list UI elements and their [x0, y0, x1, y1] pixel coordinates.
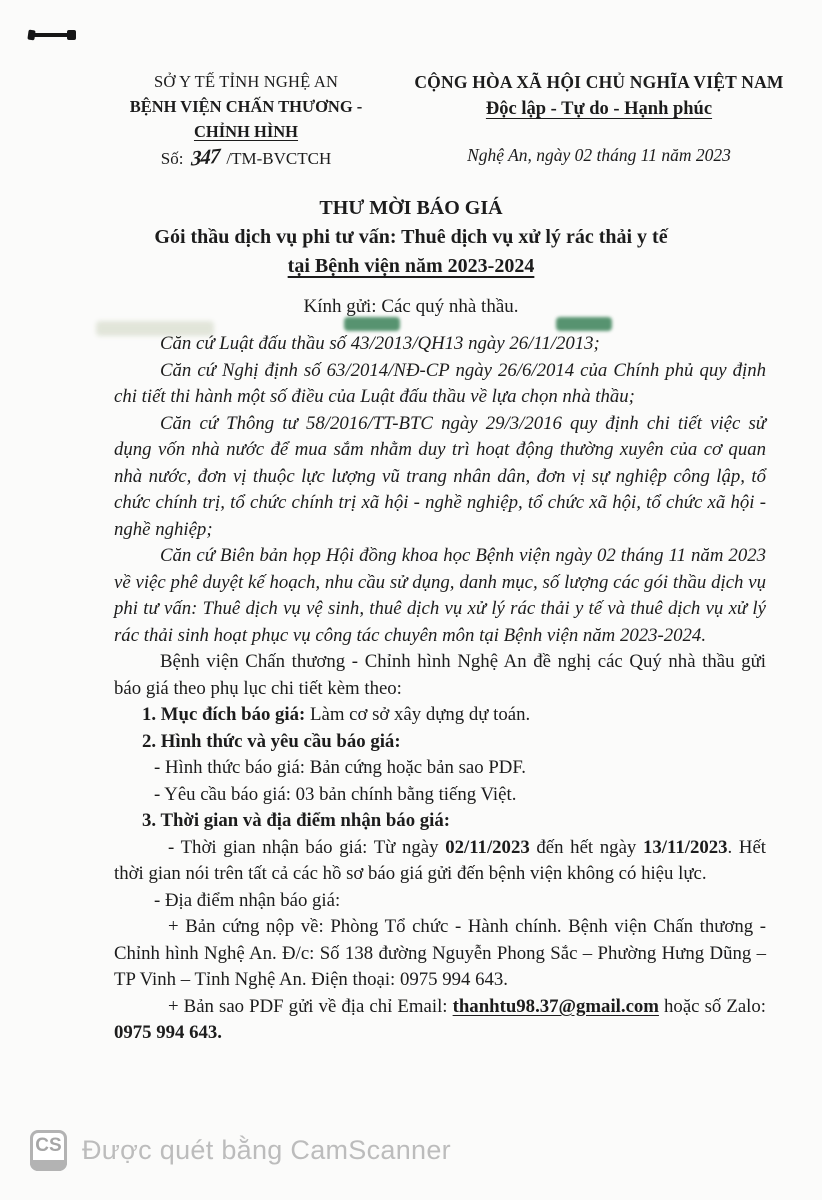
highlight-smudge-right — [556, 317, 612, 331]
dateline: Nghệ An, ngày 02 tháng 11 năm 2023 — [467, 145, 731, 165]
recital-paragraph-3: Căn cứ Thông tư 58/2016/TT-BTC ngày 29/3/2016 quy định chi tiết việc sử dụng vốn nhà nước để mua sắm nhằm duy trì hoạt động thường xuyên của cơ quan nhà nước, đơn vị thuộc lực lượng vũ trang nhân dân, đơn vị sự nghiệp công lập, tổ chức chính trị, tổ chức chính trị xã hội - nghề nghiệp, tổ chức xã hội, tổ chức xã hội - nghề nghiệp; — [114, 412, 766, 540]
national-header-block — [394, 69, 804, 171]
recital-paragraph-1: Căn cứ Luật đấu thầu số 43/2013/QH13 ngày 26/11/2013; — [160, 333, 600, 354]
pdf-paragraph — [114, 994, 766, 1047]
end-date: 13/11/2023 — [642, 836, 728, 858]
section-1-text: Làm cơ sở xây dựng dự toán. — [305, 704, 531, 725]
email-address: thanhtu98.37@gmail.com — [452, 995, 659, 1017]
pdf-post: . — [217, 1022, 222, 1043]
pdf-mid: hoặc số Zalo: — [658, 995, 767, 1017]
org-name-line1: BỆNH VIỆN CHẤN THƯƠNG - — [129, 97, 363, 116]
so-label: Số: — [160, 149, 184, 168]
start-date: 02/11/2023 — [445, 836, 530, 858]
time-mid: đến hết ngày — [529, 836, 643, 858]
list-item-form: - Hình thức báo giá: Bản cứng hoặc bản sao PDF. — [154, 757, 526, 778]
hardcopy-paragraph: + Bản cứng nộp về: Phòng Tổ chức - Hành chính. Bệnh viện Chấn thương - Chỉnh hình Nghệ An. Đ/c: Số 138 đường Nguyễn Phong Sắc – Phường Hưng Dũng – TP Vinh – Tỉnh Nghệ An. Điện thoại: 0975 994 643. — [114, 916, 766, 990]
document-title-block — [0, 194, 822, 281]
section-3-label: 3. Thời gian và địa điểm nhận báo giá: — [142, 810, 451, 831]
recital-paragraph-4: Căn cứ Biên bản họp Hội đồng khoa học Bệnh viện ngày 02 tháng 11 năm 2023 về việc phê duyệt kế hoạch, nhu cầu sử dụng, danh mục, số lượng các gói thầu dịch vụ phi tư vấn: Thuê dịch vụ vệ sinh, thuê dịch vụ xử lý rác thải y tế và thuê dịch vụ xử lý rác thải sinh hoạt phục vụ công tác chuyên môn tại Bệnh viện năm 2023-2024. — [114, 545, 766, 646]
document-number-line — [112, 145, 380, 171]
section-1-heading — [114, 702, 766, 729]
org-parent-name: SỞ Y TẾ TỈNH NGHỆ AN — [153, 72, 339, 91]
time-post: . Hết thời gian nói trên tất cả các hồ sơ báo giá gửi đến bệnh viện không có hiệu lực. — [114, 836, 766, 884]
time-pre: - Thời gian nhận báo giá: Từ ngày — [168, 836, 446, 858]
camscanner-footer — [30, 1130, 451, 1171]
time-paragraph — [114, 835, 766, 888]
document-subtitle-line1: Gói thầu dịch vụ phi tư vấn: Thuê dịch vụ xử lý rác thải y tế — [154, 226, 668, 248]
issuing-org-block — [112, 69, 380, 171]
national-motto-line2: Độc lập - Tự do - Hạnh phúc — [485, 99, 713, 119]
camscanner-watermark-text: Được quét bằng CamScanner — [82, 1135, 451, 1165]
document-body — [114, 331, 766, 1047]
handwritten-number: 347 — [190, 143, 220, 171]
pdf-pre: + Bản sao PDF gửi về địa chỉ Email: — [168, 995, 453, 1017]
camscanner-icon: CS — [30, 1130, 67, 1171]
recital-paragraph-2: Căn cứ Nghị định số 63/2014/NĐ-CP ngày 26/6/2014 của Chính phủ quy định chi tiết thi hành một số điều của Luật đấu thầu về lựa chọn nhà thầu; — [114, 359, 766, 407]
section-2-heading — [114, 729, 766, 756]
document-title: THƯ MỜI BÁO GIÁ — [319, 197, 503, 219]
document-header — [0, 0, 822, 171]
salutation: Kính gửi: Các quý nhà thầu. — [303, 296, 519, 317]
section-3-heading — [114, 808, 766, 835]
section-1-label: 1. Mục đích báo giá: — [142, 704, 306, 725]
place-label: - Địa điểm nhận báo giá: — [154, 889, 341, 911]
so-suffix: /TM-BVCTCH — [226, 149, 332, 168]
national-motto-line1: CỘNG HÒA XÃ HỘI CHỦ NGHĨA VIỆT NAM — [414, 72, 784, 92]
ink-ghost-smudge — [96, 321, 214, 336]
org-name-line2: CHỈNH HÌNH — [193, 122, 299, 141]
zalo-phone-number: 0975 994 643 — [114, 1022, 218, 1043]
intro-paragraph: Bệnh viện Chấn thương - Chỉnh hình Nghệ An đề nghị các Quý nhà thầu gửi báo giá theo phụ lục chi tiết kèm theo: — [114, 651, 766, 699]
section-2-label: 2. Hình thức và yêu cầu báo giá: — [142, 730, 401, 752]
pen-mark — [31, 33, 73, 37]
highlight-smudge-left — [344, 317, 400, 331]
document-subtitle-line2: tại Bệnh viện năm 2023-2024 — [287, 255, 535, 277]
list-item-requirement: - Yêu cầu báo giá: 03 bản chính bằng tiếng Việt. — [154, 783, 517, 805]
